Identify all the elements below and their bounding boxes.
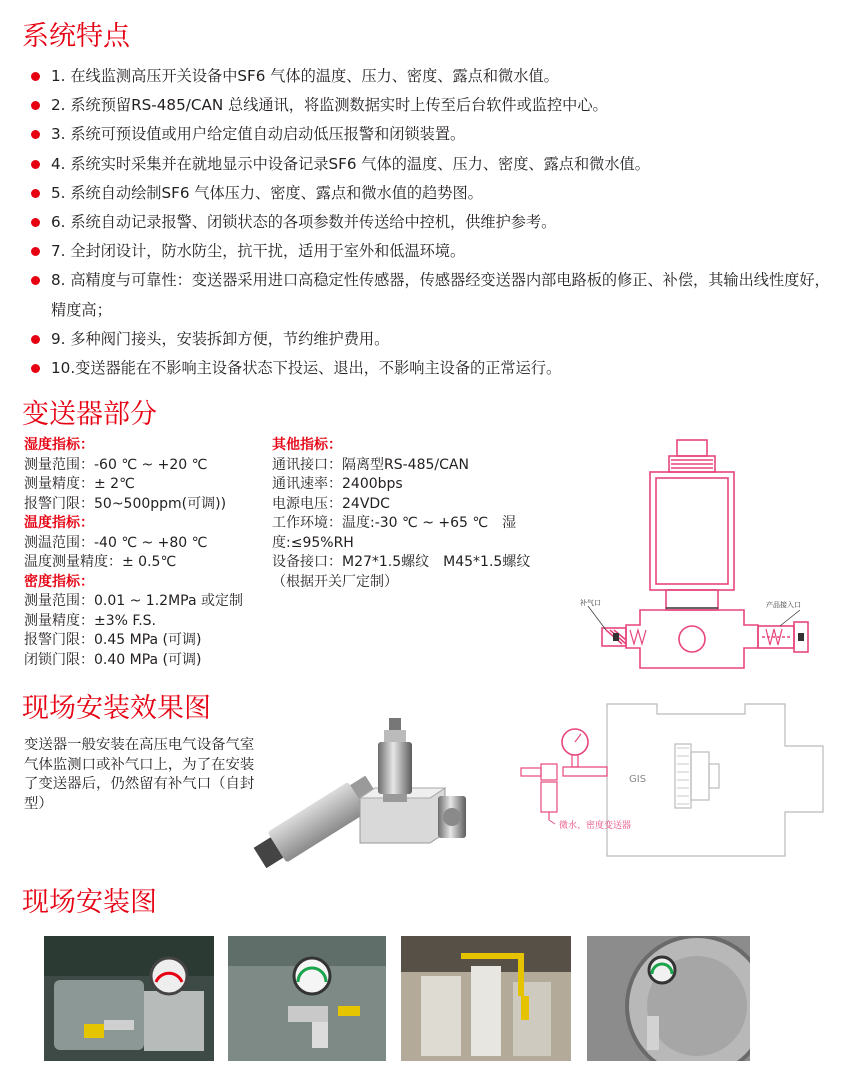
spec-line: 测量精度：±3% F.S. [24,612,156,629]
install-effect-title: 现场安装效果图 [22,693,211,724]
spec-line: 通讯接口：隔离型RS-485/CAN [272,456,469,473]
spec-line: 工作环境：温度:-30 ℃ ~ +65 ℃ 湿度:≤95%RH [272,515,517,551]
install-photos-title: 现场安装图 [22,887,157,918]
other-heading: 其他指标： [272,437,342,453]
spec-line: 报警门限：0.45 MPa (可调) [24,632,202,648]
spec-line: 测量范围：0.01 ~ 1.2MPa 或定制 [24,593,243,609]
feature-item: 1. 在线监测高压开关设备中SF6 气体的温度、压力、密度、露点和微水值。 [20,62,835,91]
feature-item: 3. 系统可预设值或用户给定值自动启动低压报警和闭锁装置。 [20,120,835,149]
transmitter-product-render [240,708,480,868]
feature-item: 7. 全封闭设计，防水防尘，抗干扰，适用于室外和低温环境。 [20,237,835,266]
feature-item: 10.变送器能在不影响主设备状态下投运、退出，不影响主设备的正常运行。 [20,354,835,383]
density-heading: 密度指标： [24,573,94,590]
gis-schematic [515,700,840,860]
transmitter-section-diagram [570,430,832,685]
install-photo-4 [587,936,750,1061]
spec-line: 电源电压：24VDC [272,495,390,512]
spec-line: 温度测量精度：± 0.5℃ [24,554,177,570]
humidity-heading: 湿度指标： [24,437,94,453]
specs-right [272,436,554,592]
install-photo-2 [228,936,386,1061]
spec-line: 报警门限：50~500ppm(可调)) [24,495,227,512]
spec-line: 测温范围：-40 ℃ ~ +80 ℃ [24,534,208,551]
feature-item: 2. 系统预留RS-485/CAN 总线通讯，将监测数据实时上传至后台软件或监控中心。 [20,91,835,120]
features-title: 系统特点 [22,21,130,52]
features-list [20,62,835,383]
spec-line: 设备接口：M27*1.5螺纹 M45*1.5螺纹（根据开关厂定制） [272,554,531,590]
spec-line: 测量范围：-60 ℃ ~ +20 ℃ [24,456,208,473]
feature-item: 9. 多种阀门接头，安装拆卸方便，节约维护费用。 [20,325,835,354]
specs-left [24,436,274,670]
feature-item: 6. 系统自动记录报警、闭锁状态的各项参数并传送给中控机，供维护参考。 [20,208,835,237]
feature-item: 4. 系统实时采集并在就地显示中设备记录SF6 气体的温度、压力、密度、露点和微水值。 [20,150,835,179]
diagram-label-left: 补气口 [580,599,601,607]
gis-label: GIS [629,774,647,785]
install-effect-text: 变送器一般安装在高压电气设备气室气体监测口或补气口上，为了在安装了变送器后，仍然留有补气口（自封型） [24,737,255,812]
diagram-label-right: 产品接入口 [766,601,801,609]
feature-item: 5. 系统自动绘制SF6 气体压力、密度、露点和微水值的趋势图。 [20,179,835,208]
sensor-label: 微水、密度变送器 [559,821,632,831]
feature-item: 8. 高精度与可靠性：变送器采用进口高稳定性传感器，传感器经变送器内部电路板的修正、补偿，其输出线性度好，精度高； [20,266,835,324]
spec-line: 通讯速率：2400bps [272,476,403,492]
spec-line: 闭锁门限：0.40 MPa (可调) [24,651,202,668]
install-photo-3 [401,936,571,1061]
install-photo-1 [44,936,214,1061]
temperature-heading: 温度指标： [24,515,94,531]
spec-line: 测量精度：± 2℃ [24,476,135,492]
transmitter-title: 变送器部分 [22,399,157,430]
